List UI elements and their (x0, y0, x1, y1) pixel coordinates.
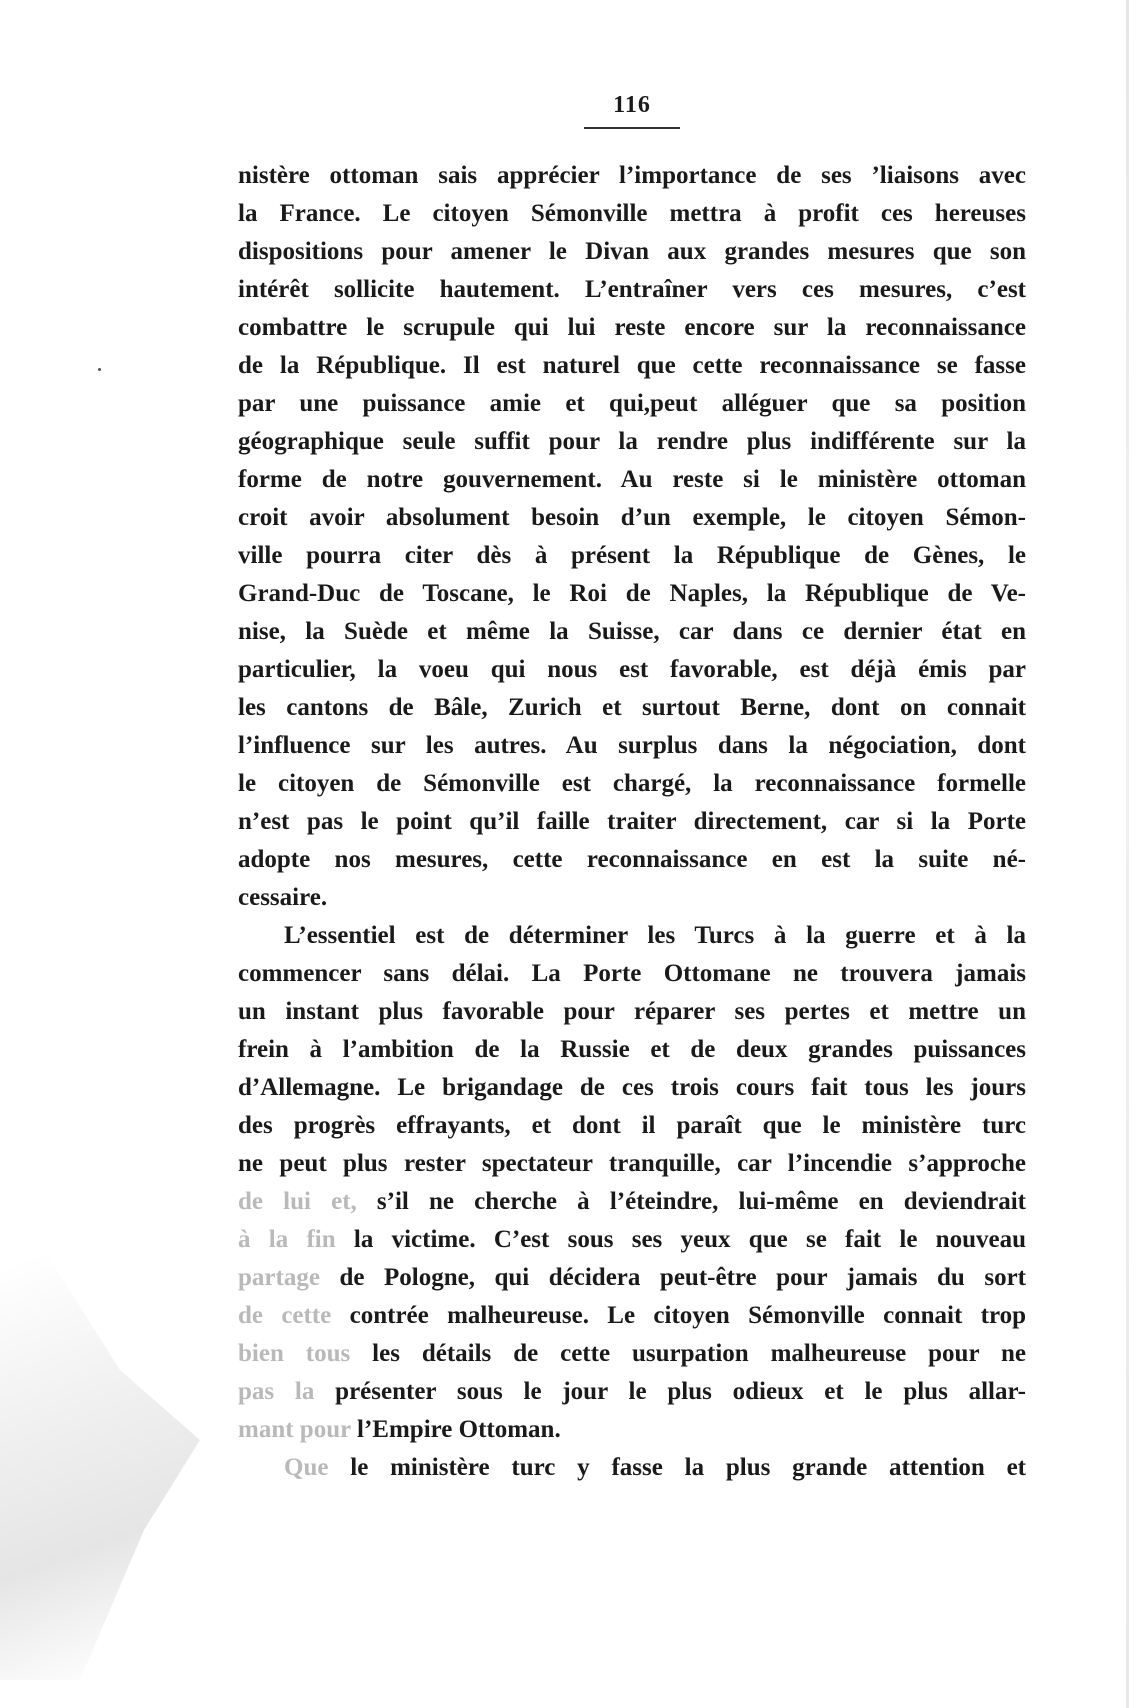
page-number: 116 (613, 92, 651, 118)
text-line: ville pourra citer dès à présent la République de Gènes, le (238, 542, 1026, 569)
text-line: partage de Pologne, qui décidera peut-être pour jamais du sort (238, 1264, 1026, 1291)
text-line: bien tous les détails de cette usurpation malheureuse pour ne (238, 1340, 1026, 1367)
text-line: Grand-Duc de Toscane, le Roi de Naples, la République de Ve- (238, 580, 1026, 607)
faded-text: bien tous (238, 1340, 351, 1367)
faded-text: de lui et, (238, 1188, 357, 1215)
text-line: nise, la Suède et même la Suisse, car dans ce dernier état en (238, 618, 1026, 645)
paragraph-start-line: Que le ministère turc y fasse la plus grande attention et (284, 1454, 1026, 1481)
text-line: ne peut plus rester spectateur tranquille, car l’incendie s’approche (238, 1150, 1026, 1177)
text-line: des progrès effrayants, et dont il paraît que le ministère turc (238, 1112, 1026, 1139)
text-line: forme de notre gouvernement. Au reste si le ministère ottoman (238, 466, 1026, 493)
paragraph-start-line: L’essentiel est de déterminer les Turcs à la guerre et à la (284, 922, 1026, 949)
faded-text: mant pour (238, 1416, 351, 1443)
faded-text: à la fin (238, 1226, 336, 1253)
text-line: l’influence sur les autres. Au surplus dans la négociation, dont (238, 732, 1026, 759)
text-line: la France. Le citoyen Sémonville mettra à profit ces hereuses (238, 200, 1026, 227)
text-line: mant pour l’Empire Ottoman. (238, 1416, 561, 1443)
faded-text: Que (284, 1454, 329, 1481)
text-line: n’est pas le point qu’il faille traiter directement, car si la Porte (238, 808, 1026, 835)
body-text (238, 157, 1026, 1487)
text-line: les cantons de Bâle, Zurich et surtout Berne, dont on connait (238, 694, 1026, 721)
text-line: dispositions pour amener le Divan aux grandes mesures que son (238, 238, 1026, 265)
text-line: adopte nos mesures, cette reconnaissance en est la suite né- (238, 846, 1026, 873)
page-edge (1126, 0, 1129, 1708)
page-curl-shadow (0, 1180, 200, 1680)
faded-text: pas la (238, 1378, 315, 1405)
text-line: d’Allemagne. Le brigandage de ces trois cours fait tous les jours (238, 1074, 1026, 1101)
margin-speck (98, 368, 101, 371)
text-line: de lui et, s’il ne cherche à l’éteindre, lui-même en deviendrait (238, 1188, 1026, 1215)
text-line: particulier, la voeu qui nous est favorable, est déjà émis par (238, 656, 1026, 683)
text-line: nistère ottoman sais apprécier l’importance de ses ’liaisons avec (238, 162, 1026, 189)
text-line: à la fin la victime. C’est sous ses yeux que se fait le nouveau (238, 1226, 1026, 1253)
text-line: croit avoir absolument besoin d’un exemple, le citoyen Sémon- (238, 504, 1026, 531)
text-line: combattre le scrupule qui lui reste encore sur la reconnaissance (238, 314, 1026, 341)
text-line: géographique seule suffit pour la rendre plus indifférente sur la (238, 428, 1026, 455)
text-line: de la République. Il est naturel que cette reconnaissance se fasse (238, 352, 1026, 379)
text-line: pas la présenter sous le jour le plus odieux et le plus allar- (238, 1378, 1026, 1405)
text-line: de cette contrée malheureuse. Le citoyen Sémonville connait trop (238, 1302, 1026, 1329)
page-number-rule (584, 127, 680, 129)
text-line: un instant plus favorable pour réparer ses pertes et mettre un (238, 998, 1026, 1025)
text-line: cessaire. (238, 884, 328, 911)
text-line: frein à l’ambition de la Russie et de deux grandes puissances (238, 1036, 1026, 1063)
text-line: par une puissance amie et qui,peut alléguer que sa position (238, 390, 1026, 417)
faded-text: de cette (238, 1302, 332, 1329)
text-line: intérêt sollicite hautement. L’entraîner vers ces mesures, c’est (238, 276, 1026, 303)
faded-text: partage (238, 1264, 320, 1291)
text-line: commencer sans délai. La Porte Ottomane ne trouvera jamais (238, 960, 1026, 987)
text-line: le citoyen de Sémonville est chargé, la reconnaissance formelle (238, 770, 1026, 797)
